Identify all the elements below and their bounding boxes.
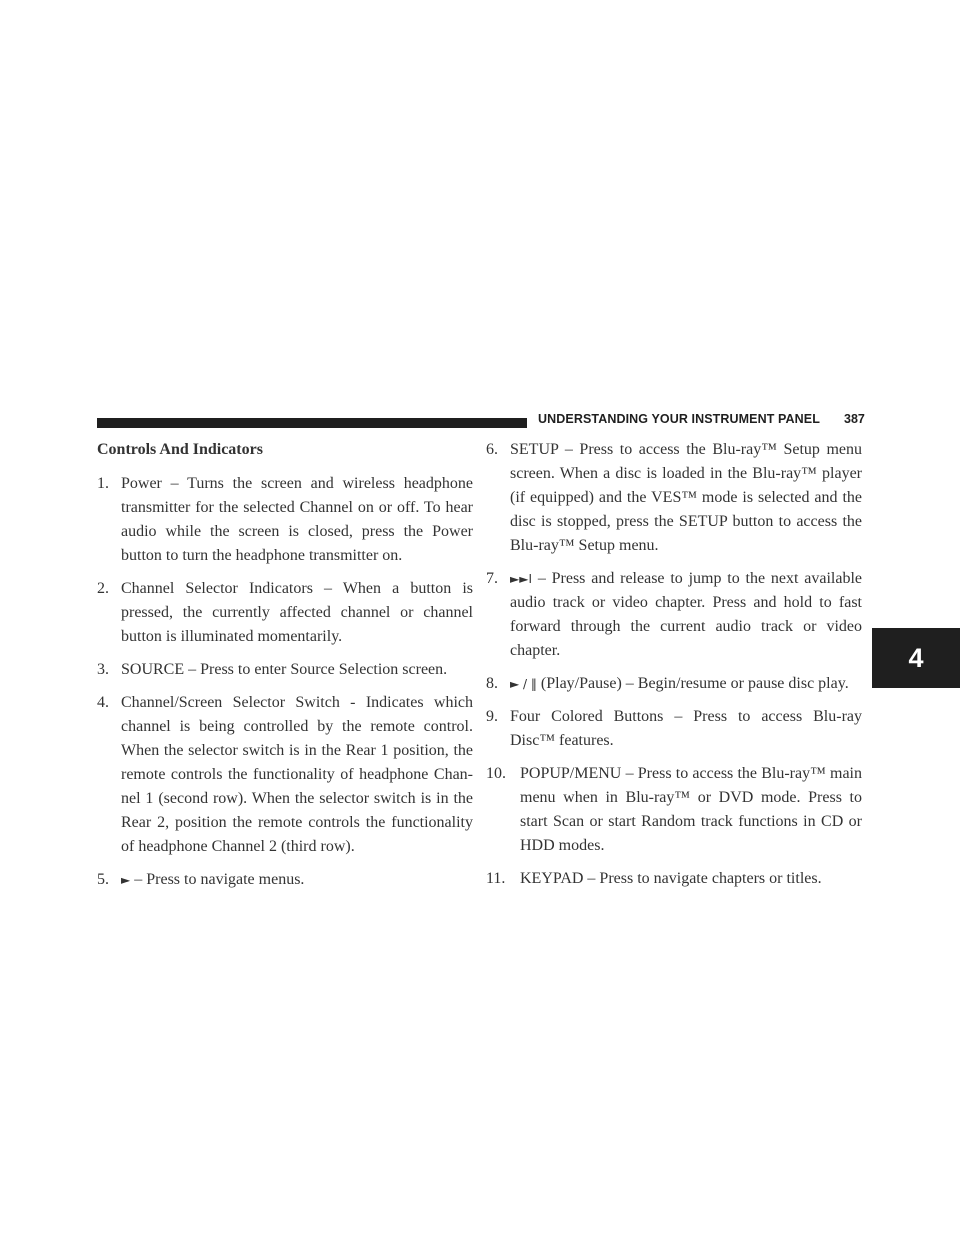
list-item: 5. ► – Press to navigate menus.: [97, 871, 305, 888]
right-column: [486, 438, 862, 900]
page-number: 387: [844, 412, 865, 426]
controls-list-right: [486, 438, 862, 891]
list-item: 7. ►►I – Press and release to jump to the next available audio track or video chapter. Press and hold to fast forward through the current audio track or video chapter.: [486, 570, 863, 659]
list-item: 9. Four Colored Buttons – Press to access Blu-ray Disc™ features.: [486, 708, 862, 749]
play-arrow-icon: ►: [121, 873, 131, 887]
list-item: 6. SETUP – Press to access the Blu-ray™ Setup menu screen. When a disc is loaded in the Blu-ray™ player (if equipped) and the VES™ mode is selected and the disc is stopped, press the SETUP button to access the Blu-ray™ Setup menu.: [486, 441, 862, 554]
running-header-title: UNDERSTANDING YOUR INSTRUMENT PANEL: [538, 412, 820, 426]
list-item: 1. Power – Turns the screen and wireless headphone transmitter for the selected Channel on or off. To hear audio while the screen is closed, press the Power button to turn the headphone transmitter on.: [97, 475, 473, 564]
left-column: [97, 438, 473, 901]
chapter-tab: 4: [872, 628, 960, 688]
controls-list-left: [97, 472, 473, 892]
play-pause-icon: ► / ‖: [510, 677, 537, 691]
list-item: 10. POPUP/MENU – Press to access the Blu-ray™ main menu when in Blu-ray™ or DVD mode. Press to start Scan or start Random track functions in CD or HDD modes.: [486, 765, 862, 854]
list-item: 8. ► / ‖ (Play/Pause) – Begin/resume or pause disc play.: [486, 675, 849, 692]
list-item: 3. SOURCE – Press to enter Source Selection screen.: [97, 661, 448, 678]
header-rule: [97, 418, 527, 428]
list-item: 4. Channel/Screen Selector Switch - Indicates which channel is being controlled by the remote control. When the selector switch is in the Rear 1 position, the remote controls the functionality of headphone Chan-nel 1 (second row). When the selector switch is in the Rear 2, position the remote controls the functionality of headphone Channel 2 (third row).: [97, 694, 473, 855]
list-item: 11. KEYPAD – Press to navigate chapters or titles.: [486, 870, 822, 887]
section-heading: Controls And Indicators: [97, 441, 263, 458]
next-track-icon: ►►I: [510, 572, 532, 586]
list-item: 2. Channel Selector Indicators – When a button is pressed, the currently affected channel or channel button is illuminated momentarily.: [97, 580, 473, 645]
